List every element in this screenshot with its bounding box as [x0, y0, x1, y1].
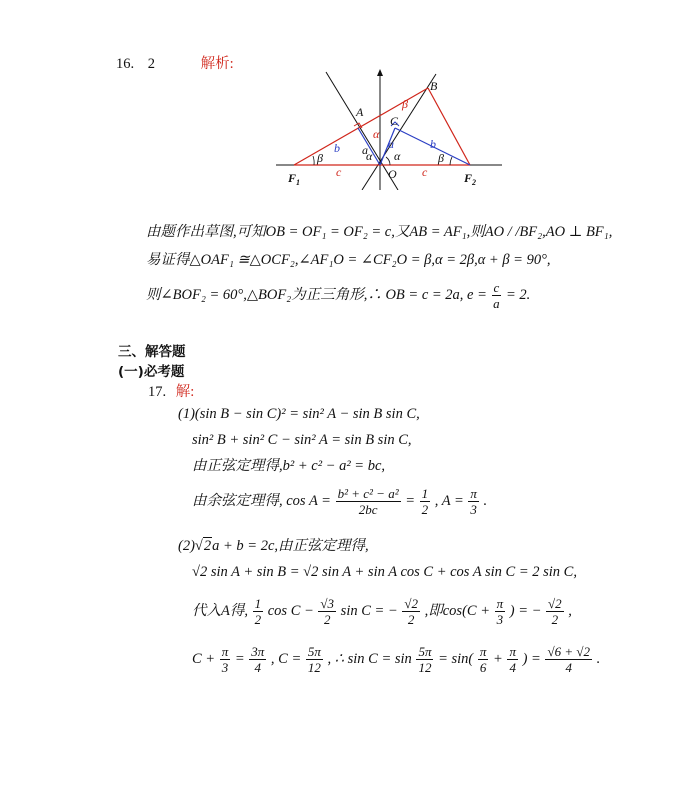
line-BF2 [428, 88, 470, 165]
label-b-right: b [430, 137, 436, 151]
q17-p1-equals: = [405, 492, 416, 509]
hyperbola-figure [270, 68, 510, 190]
label-beta-F1: β [317, 151, 323, 165]
q17-p1-line-2: sin² B + sin² C − sin² A = sin B sin C, [192, 432, 412, 448]
label-b-left: b [334, 141, 340, 155]
frac-pi-6: $\frac{\pi}{6}$ [479, 644, 487, 675]
q17-p2-label: (2) [178, 538, 195, 554]
q17-p2-l3-m1: cos C − [267, 602, 314, 619]
y-axis-arrow [377, 69, 383, 76]
q17-p2-l3-end: , [568, 602, 572, 619]
q17-p2-l4-g: ) = [522, 650, 541, 667]
frac-5pi-12-b: $\frac{5\pi}{12}$ [418, 644, 432, 675]
q17-p2-l4-e: = sin( [438, 650, 474, 667]
fraction-pi-over-3: $\frac{\pi}{3}$ [470, 486, 477, 517]
frac-1-2: $\frac{1}{2}$ [254, 596, 262, 627]
q17-number: 17. [148, 384, 167, 400]
label-alpha-A: α [373, 127, 380, 141]
q17-p2-l4-f: + [493, 650, 503, 667]
frac-3pi-4: $\frac{3\pi}{4}$ [251, 644, 265, 675]
label-alpha-O-left: α [366, 149, 373, 163]
frac-result: $\frac{√6 + √2}{4}$ [547, 644, 590, 675]
q17-p2-line-3 [192, 596, 572, 627]
q17-p2-l4-a: C + [192, 650, 216, 667]
fraction-c-over-a: $\frac{c}{a}$ [493, 280, 500, 311]
frac-pi-4: $\frac{\pi}{4}$ [509, 644, 516, 675]
q17-header [148, 382, 194, 402]
q16-answer: 2 [147, 56, 155, 72]
section-subtitle: (一)必考题 [118, 364, 185, 380]
section-title: 三、解答题 [118, 344, 186, 360]
q16-line-1: 由题作出草图,可知OB = OF₁ = OF₂ = c,又AB = AF₁,则AO / /BF₂,AO ⊥ BF₁, [146, 224, 613, 240]
label-A: A [356, 105, 364, 119]
q17-p1-period: . [483, 492, 488, 509]
fraction-one-half: $\frac{1}{2}$ [421, 486, 429, 517]
q16-line-3-post: = 2. [505, 286, 531, 303]
label-alpha-O-right: α [394, 149, 401, 163]
frac-sqrt2-2-a: $\frac{√2}{2}$ [404, 596, 418, 627]
frac-sqrt3-2: $\frac{√3}{2}$ [320, 596, 335, 627]
label-c-right: c [422, 165, 428, 179]
q16-line-2: 易证得△OAF₁ ≅△OCF₂,∠AF₁O = ∠CF₂O = β,α = 2β,α + β = 90°, [146, 252, 551, 268]
fraction-cos-a: $\frac{\text{b² + c² − a²}}{2bc}$ [337, 486, 399, 517]
q16-header [116, 54, 234, 74]
q17-p2-l4-d: , ∴ sin C = sin [327, 650, 412, 667]
q17-p2-l3-m3: ,即cos(C + [424, 602, 490, 619]
label-a-left: a [362, 143, 368, 157]
q16-analysis-label: 解析: [200, 56, 234, 72]
q17-p1-line-3: 由正弦定理得,b² + c² − a² = bc, [192, 458, 386, 474]
label-F1: $F_1$ [288, 171, 301, 187]
angle-arc-F2 [450, 157, 452, 165]
q17-p1-line-4 [192, 486, 487, 517]
q16-line-3 [146, 280, 530, 311]
q17-p1-a-equals: , A = [434, 492, 464, 509]
frac-pi-3: $\frac{\pi}{3}$ [496, 596, 504, 627]
q17-p2-line-1-rest: a + b = 2c,由正弦定理得, [212, 538, 369, 554]
label-a-right: a [388, 137, 394, 151]
q17-p2-l3-m2: sin C = − [340, 602, 398, 619]
q17-p1-line-4-pre: 由余弦定理得, cos A = [192, 492, 331, 509]
q17-solution-label: 解: [175, 384, 195, 400]
q17-p2-line-4 [192, 644, 600, 675]
q17-p2-l4-b: = [234, 650, 245, 667]
label-C: C [390, 114, 399, 128]
q17-p2-l4-c: , C = [270, 650, 302, 667]
q17-p2-l3-pre: 代入A得, [192, 602, 248, 619]
q17-p1-line-1: (1)(sin B − sin C)² = sin² A − sin B sin C, [178, 406, 420, 422]
label-F2: $F_2$ [464, 171, 477, 187]
q16-line-3-pre: 则∠BOF₂ = 60°,△BOF₂为正三角形,∴ OB = c = 2a, e = [146, 286, 487, 303]
frac-l4-pi-3: $\frac{\pi}{3}$ [221, 644, 229, 675]
label-c-left: c [336, 165, 342, 179]
q16-number: 16. [116, 56, 135, 72]
frac-5pi-12-a: $\frac{5\pi}{12}$ [307, 644, 321, 675]
angle-arc-F1 [313, 156, 314, 165]
label-beta-F2: β [438, 151, 444, 165]
q17-p2-l3-m4: ) = − [509, 602, 542, 619]
label-O: O [388, 167, 397, 181]
q17-p2-line-1: (2)√2a + b = 2c,由正弦定理得, [178, 538, 369, 554]
label-B: B [430, 79, 438, 93]
sqrt-two: 2 [203, 538, 212, 554]
q17-p2-line-2: √2 sin A + sin B = √2 sin A + sin A cos C + cos A sin C = 2 sin C, [192, 564, 577, 580]
q17-p2-l4-end: . [596, 650, 601, 667]
label-beta-B: β [402, 97, 408, 111]
frac-sqrt2-2-b: $\frac{√2}{2}$ [548, 596, 562, 627]
angle-arc-O [386, 157, 390, 165]
